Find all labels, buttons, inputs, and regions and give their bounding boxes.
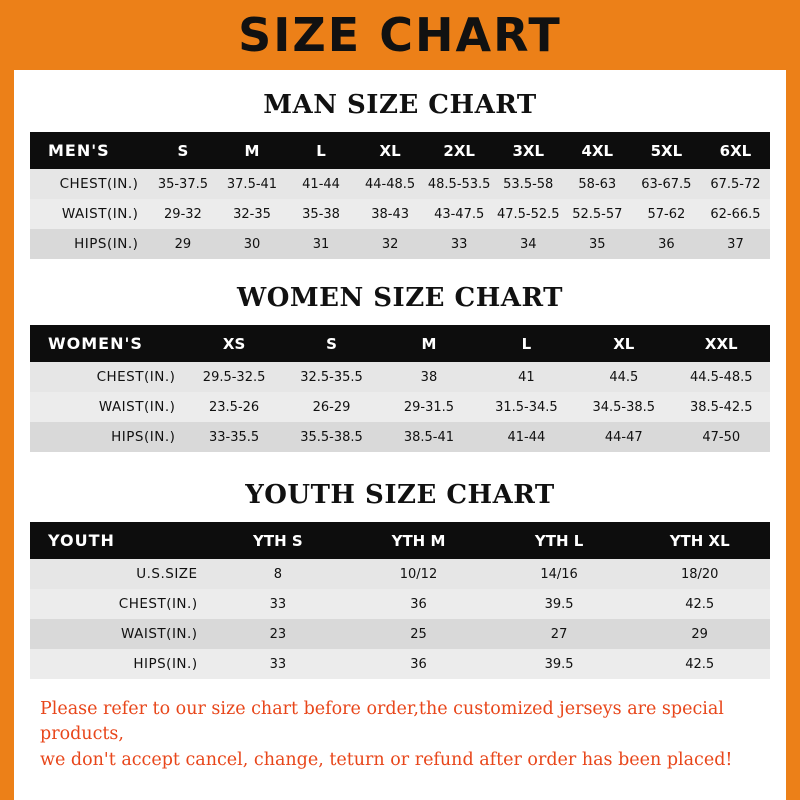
table-cell: 33 <box>450 236 468 252</box>
footer-note-line-1: Please refer to our size chart before order,the customized jerseys are special products, <box>40 699 724 745</box>
column-header: YTH M <box>391 531 446 550</box>
table-header-row <box>30 325 770 362</box>
table-row <box>30 229 770 259</box>
table-cell: 52.5-57 <box>572 206 623 222</box>
table-cell: 44.5 <box>609 369 639 385</box>
table-cell: 38.5-42.5 <box>689 399 753 415</box>
table-cell: 47.5-52.5 <box>496 206 560 222</box>
table-cell: 63-67.5 <box>641 176 692 192</box>
column-header: 4XL <box>581 141 614 160</box>
table-cell: 57-62 <box>647 206 686 222</box>
column-header: 3XL <box>512 141 545 160</box>
table-cell: 31 <box>312 236 330 252</box>
table-cell: 10/12 <box>399 566 438 582</box>
row-label: WAIST(IN.) <box>121 626 198 642</box>
table-cell: 53.5-58 <box>503 176 554 192</box>
column-header: YTH S <box>253 531 303 550</box>
column-header: XXL <box>704 334 738 353</box>
table-row <box>30 649 770 679</box>
table-cell: 44.5-48.5 <box>689 369 753 385</box>
table-cell: 27 <box>550 626 568 642</box>
row-label: WAIST(IN.) <box>61 206 139 222</box>
table-cell: 48.5-53.5 <box>427 176 491 192</box>
table-cell: 41 <box>518 369 535 385</box>
table-row <box>30 559 770 589</box>
column-header: MEN'S <box>48 141 110 160</box>
women-section-title: WOMEN SIZE CHART <box>237 283 563 313</box>
table-row <box>30 422 770 452</box>
women-size-table <box>30 325 770 452</box>
row-label: WAIST(IN.) <box>98 399 176 415</box>
table-cell: 18/20 <box>680 566 719 582</box>
table-row <box>30 169 770 199</box>
table-cell: 29-31.5 <box>403 399 455 415</box>
table-row <box>30 619 770 649</box>
table-cell: 34 <box>519 236 537 252</box>
table-row <box>30 589 770 619</box>
table-cell: 39.5 <box>544 596 574 612</box>
column-header: YTH XL <box>669 531 730 550</box>
row-label: CHEST(IN.) <box>96 369 176 385</box>
column-header: M <box>244 141 260 160</box>
table-cell: 26-29 <box>312 399 351 415</box>
table-cell: 37.5-41 <box>226 176 278 192</box>
table-header-row <box>30 132 770 169</box>
table-cell: 38-43 <box>371 206 409 222</box>
table-cell: 36 <box>658 236 675 252</box>
column-header: XL <box>613 334 635 353</box>
table-cell: 29 <box>691 626 708 642</box>
table-cell: 41-44 <box>507 429 546 445</box>
row-label: U.S.SIZE <box>136 566 198 582</box>
column-header: YTH L <box>534 531 584 550</box>
content <box>14 90 786 773</box>
table-cell: 25 <box>410 626 427 642</box>
column-header: 6XL <box>719 141 752 160</box>
column-header: XL <box>379 141 401 160</box>
table-cell: 35 <box>589 236 606 252</box>
column-header: YOUTH <box>48 531 115 550</box>
footer-note-line-2: we don't accept cancel, change, teturn or refund after order has been placed! <box>40 749 733 770</box>
table-row <box>30 362 770 392</box>
banner <box>14 0 786 70</box>
table-cell: 14/16 <box>540 566 578 582</box>
table-cell: 8 <box>273 566 283 582</box>
table-cell: 23 <box>269 626 287 642</box>
row-label: CHEST(IN.) <box>59 176 139 192</box>
table-cell: 58-63 <box>578 176 617 192</box>
row-label: HIPS(IN.) <box>74 236 139 252</box>
table-cell: 42.5 <box>685 656 715 672</box>
table-cell: 35.5-38.5 <box>300 429 363 445</box>
table-cell: 36 <box>410 656 427 672</box>
table-cell: 43-47.5 <box>434 206 485 222</box>
table-cell: 30 <box>243 236 261 252</box>
table-header-row <box>30 522 770 559</box>
table-cell: 23.5-26 <box>209 399 260 415</box>
table-cell: 41-44 <box>302 176 340 192</box>
table-cell: 29 <box>174 236 192 252</box>
page-title: SIZE CHART <box>238 8 562 62</box>
table-cell: 62-66.5 <box>710 206 761 222</box>
table-cell: 29-32 <box>164 206 202 222</box>
table-cell: 35-37.5 <box>157 176 209 192</box>
man-size-table <box>30 132 770 259</box>
column-header: L <box>316 141 326 160</box>
table-cell: 36 <box>410 596 427 612</box>
table-cell: 44-48.5 <box>365 176 416 192</box>
table-cell: 32 <box>381 236 399 252</box>
table-cell: 29.5-32.5 <box>202 369 266 385</box>
table-cell: 47-50 <box>702 429 741 445</box>
youth-section-title: YOUTH SIZE CHART <box>245 480 555 510</box>
column-header: M <box>421 334 437 353</box>
table-cell: 32.5-35.5 <box>300 369 363 385</box>
column-header: S <box>326 334 337 353</box>
table-cell: 39.5 <box>544 656 574 672</box>
column-header: 2XL <box>443 141 475 160</box>
table-cell: 44-47 <box>604 429 643 445</box>
man-section-title: MAN SIZE CHART <box>263 90 537 120</box>
column-header: L <box>521 334 532 353</box>
table-cell: 32-35 <box>233 206 271 222</box>
table-cell: 67.5-72 <box>710 176 761 192</box>
table-cell: 33-35.5 <box>209 429 260 445</box>
table-row <box>30 392 770 422</box>
column-header: S <box>177 141 189 160</box>
table-cell: 33 <box>269 656 287 672</box>
row-label: HIPS(IN.) <box>133 656 198 672</box>
youth-size-table <box>30 522 770 679</box>
table-cell: 38 <box>420 369 438 385</box>
column-header: XS <box>222 334 246 353</box>
table-cell: 31.5-34.5 <box>495 399 558 415</box>
table-cell: 35-38 <box>302 206 340 222</box>
table-row <box>30 199 770 229</box>
footer-note <box>30 697 770 773</box>
column-header: 5XL <box>650 141 683 160</box>
row-label: CHEST(IN.) <box>118 596 198 612</box>
table-cell: 33 <box>269 596 287 612</box>
row-label: HIPS(IN.) <box>111 429 176 445</box>
table-cell: 38.5-41 <box>403 429 455 445</box>
table-cell: 42.5 <box>685 596 715 612</box>
column-header: WOMEN'S <box>48 334 143 353</box>
table-cell: 37 <box>727 236 744 252</box>
table-cell: 34.5-38.5 <box>592 399 656 415</box>
